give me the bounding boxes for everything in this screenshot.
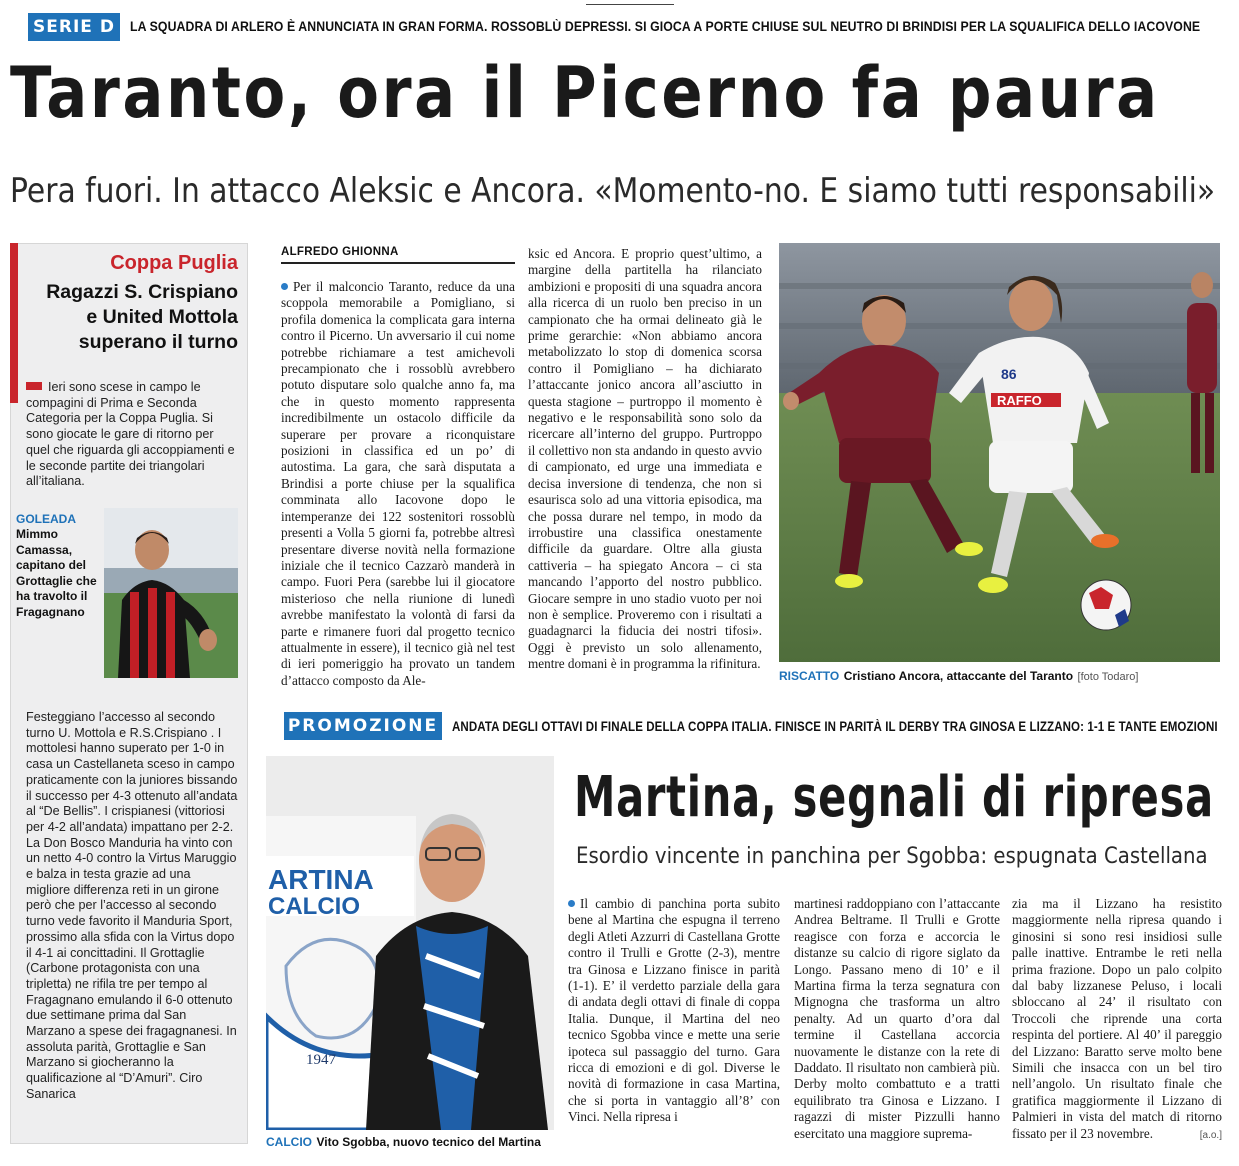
sidebar-title-line: superano il turno: [78, 331, 238, 353]
bottom-subheadline: Esordio vincente in panchina per Sgobba: espugnata Castellana: [576, 844, 1208, 869]
banner-text-artina: ARTINA: [268, 864, 374, 895]
bottom-column-2: martinesi raddoppiano con l’attaccante Andrea Beltrame. Il Trulli e Grotte reagisce con forza e accorcia le distanze su calcio di rigore siglato da Longo. Passano meno di 10’ e il Martina firma la terza segnatura con Mignogna che trasforma un altro penalty. Ad un quarto d’ora dal termine il Castellana accorcia nuovamente le distanze con la rete di Daddato. Il risultato non cambierà più. Derby molto combattuto e a tratti equilibrato tra Ginosa e Lizzano. I ragazzi di mister Pizzulli hanno esercitato una maggiore suprema-: [794, 896, 1000, 1141]
sidebar-title: [20, 280, 238, 355]
top-column-1: Per il malconcio Taranto, reduce da una scoppola memorabile a Pomigliano, si profila domenica la complicata gara interna contro il Picerno. Un avversario il cui nome potrebbe richiamare a test amichevoli precampionato che i rossoblù avrebbero potuto disputare solo qualche anno fa, ma che in questo momento rappresenta incredibilmente un ostacolo difficile da superare per provare a riconquistare posizioni in classifica ed un po’ di autostima. La gara, che sarà disputata a Brindisi a porte chiuse per la squalifica comminata allo Iacovone dopo le intemperanze dei 122 sostenitori rossoblù presenti a Volla 5 giorni fa, potrebbe altresì presentare diverse novità nella formazione iniziale che il tecnico Cazzarò manderà in campo. Fuori Pera (sarebbe lui il giocatore misterioso che nella riunione di lunedì avrebbe manifestato la volontà di farsi da parte e rimanere fuori dal progetto tecnico attualmente in essere), il tecnico già nel test di ieri pomeriggio ha provato un tandem d’attacco composto da Ale-: [281, 279, 515, 688]
bottom-headline: Martina, segnali di ripresa: [574, 765, 1214, 830]
sidebar-title-line: e United Mottola: [86, 306, 238, 328]
top-photo-match: [779, 243, 1220, 662]
top-column-2: ksic ed Ancora. E proprio quest’ultimo, a margine della partitella ha rilanciato ambizioni e propositi di una squadra ancora alla ricerca di un ruolo ben preciso in un campionato che ha ormai delineato già le prime gerarchie: «Non abbiamo ancora metabolizzato lo stop di domenica scorsa contro il Pomigliano – ha dichiarato l’attaccante jonico ancora all’asciutto in questa stagione – purtroppo il momento è negativo e le responsabilità sono solo da ricercare all’interno del gruppo. Purtroppo il collettivo non sta andando in questo avvio di campionato, ed urge una immediata e decisa inversione di tendenza, che non si esaurisca solo ad una vittoria episodica, ma che possa durare nel tempo, in modo da irrobustire una classifica onestamente difficile da guardare. Oltre alla giusta cattiveria – ha spiegato Ancora – ci sta mancando l’apporto del nostro pubblico. Giocare sempre in uno stadio vuoto per noi non è semplice. Proveremo con i risultati a guadagnarci la fiducia dei nostri tifosi». Oggi è previsto un solo allenamento, mentre domani è in programma la rifinitura.: [528, 246, 762, 672]
sidebar-body: Festeggiano l’accesso al secondo turno U. Mottola e R.S.Crispiano . I mottolesi hanno superato per 1-0 in casa un Castellaneta sceso in campo praticamente con la juniores bissando il successo per 4-3 ottenuto all’andata al “De Bellis”. I crispianesi (vittoriosi per 4-2 all’andata) impattano per 2-2. La Don Bosco Manduria ha vinto con un netto 4-0 contro la Virtus Maruggio e balza in testa grazie ad una migliore differenza reti in un girone però che per l’accesso al secondo turno vede favorito il Manduria Sport, prossimo alla sfida con la Virtus dopo il 4-1 ai concittadini. Il Grottaglie (Carbone protagonista con una tripletta) ne rifila tre per tempo al Fragagnano emulando il 6-0 ottenuto due settimane prima dal San Marzano a spese dei fragagnanesi. In assoluta parità, Grottaglie e San Marzano si giocheranno la qualificazione al “D’Amuri”. Ciro Sanarica: [26, 710, 238, 1101]
signature: [a.o.]: [1199, 1129, 1222, 1141]
red-square-icon: [26, 382, 42, 390]
sidebar-accent-bar: [10, 243, 18, 403]
top-byline: ALFREDO GHIONNA: [281, 246, 399, 258]
bottom-column-1: Il cambio di panchina porta subito bene al Martina che espugna il terreno degli Atleti Azzurri di Castellana Grotte contro il Trulli e Grotte (2-3), mentre tra Ginosa e Lizzano finisce in parità (1-1). E’ il verdetto parziale della gara di andata degli ottavi di finale di coppa Italia. Dunque, il Martina del neo tecnico Sgobba vince e mette una serie ipoteca sul passaggio del turno. Gara ricca di emozioni e di gol. Diverse le novità di formazione in casa Martina, che si porta in vantaggio all’8’ con Vinci. Nella ripresa i: [568, 896, 780, 1125]
byline-rule: [281, 262, 515, 264]
bottom-column-3: zia ma il Lizzano ha resistito maggiormente nella ripresa quando i ginosini si sono resi insidiosi sulle palle inattive. Entrambe le reti nella prima frazione. Dopo un palo colpito dal baby lizzanese Peluso, i locali sbloccano al 24’ il risultato con Troccoli che riprende una corta respinta del portiere. Al 40’ il pareggio del Lizzano: Baratto serve molto bene Simili che insacca con un bel tiro nell’angolo. Un risultato finale che gratifica maggiormente il Lizzano di Palmieri in vista del match di ritorno fissato per il 23 novembre. [a.o.]: [1012, 896, 1222, 1144]
top-headline: Taranto, ora il Picerno fa paura: [10, 52, 1160, 134]
jersey-sponsor-text: RAFFO: [997, 393, 1042, 408]
blue-dot-icon: [568, 900, 575, 907]
top-subheadline: Pera fuori. In attacco Aleksic e Ancora. «Momento-no. E siamo tutti responsabili»: [10, 171, 1216, 211]
blue-dot-icon: [281, 283, 288, 290]
top-kicker: LA SQUADRA DI ARLERO È ANNUNCIATA IN GRAN FORMA. ROSSOBLÙ DEPRESSI. SI GIOCA A PORTE CHIUSE SUL NEUTRO DI BRINDISI PER LA SQUALIFICA DELLO IACOVONE: [130, 19, 1201, 34]
sidebar-intro: Ieri sono scese in campo le compagini di Prima e Seconda Categoria per la Coppa Puglia. Si sono giocate le gare di ritorno per quel che riguarda gli accoppiamenti e le seconde partite dei triangolari all’italiana.: [26, 380, 235, 489]
sidebar-photo-caption: Mimmo Camassa, capitano del Grottaglie che ha travolto il Fragagnano: [16, 527, 97, 619]
top-photo-caption: RISCATTO Cristiano Ancora, attaccante del Taranto [foto Todaro]: [779, 669, 1139, 683]
jersey-number-text: 86: [1001, 366, 1017, 382]
top-rule: [586, 4, 674, 5]
bottom-kicker: ANDATA DEGLI OTTAVI DI FINALE DELLA COPPA ITALIA. FINISCE IN PARITÀ IL DERBY TRA GINOSA E LIZZANO: 1-1 E TANTE EMOZIONI: [452, 719, 1218, 734]
banner-year: 1947: [306, 1052, 336, 1068]
sidebar-title-line: Ragazzi S. Crispiano: [46, 281, 238, 303]
bottom-photo-coach: [266, 756, 554, 1130]
bottom-photo-caption: CALCIO Vito Sgobba, nuovo tecnico del Martina: [266, 1135, 541, 1149]
banner-text-calcio: CALCIO: [268, 893, 360, 920]
sidebar-photo-tag: GOLEADA: [16, 512, 76, 526]
sidebar-photo-player: [104, 508, 238, 678]
section-tag-promozione: PROMOZIONE: [284, 712, 442, 740]
section-tag-serie-d: SERIE D: [28, 13, 120, 41]
sidebar-label: Coppa Puglia: [110, 252, 238, 274]
